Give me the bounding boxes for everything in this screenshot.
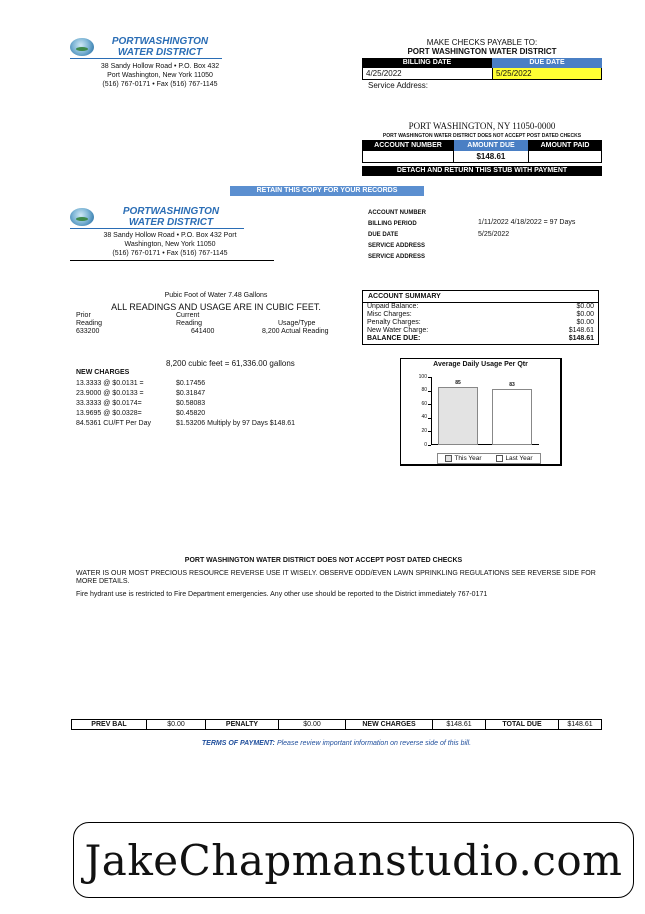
- charge-amount: $0.45820: [176, 410, 206, 417]
- summary-row: [367, 319, 594, 327]
- stub-service-address-label: Service Address:: [368, 81, 429, 90]
- chart-bar: [438, 387, 478, 445]
- totals-table: [71, 719, 602, 730]
- charge-row: [76, 379, 346, 389]
- chart-title: Average Daily Usage Per Qtr: [433, 361, 528, 368]
- chart-ytick-label: 0: [424, 441, 427, 448]
- due-date-header: DUE DATE: [492, 58, 602, 68]
- billing-date-value: 4/25/2022: [366, 69, 402, 78]
- notice-hydrant: Fire hydrant use is restricted to Fire Department emergencies. Any other use should be reported to the District immediately 767-0171: [76, 591, 488, 598]
- penalty-value: $0.00: [279, 720, 346, 730]
- account-amount-table: [362, 140, 602, 163]
- retain-banner: RETAIN THIS COPY FOR YOUR RECORDS: [230, 186, 424, 196]
- summary-row-label: New Water Charge:: [367, 327, 429, 334]
- charge-amount: $0.31847: [176, 390, 206, 397]
- chart-ytick-label: 40: [421, 414, 427, 421]
- chart-legend: [437, 453, 541, 464]
- gallons-text: 8,200 cubic feet = 61,336.00 gallons: [166, 359, 295, 368]
- usage-chart: [400, 358, 562, 466]
- mid-address: [70, 231, 270, 258]
- chart-bar-label: 85: [455, 380, 461, 387]
- new-charges-title: NEW CHARGES: [76, 369, 130, 376]
- account-number-label: ACCOUNT NUMBER: [368, 210, 426, 216]
- total-due-value: $148.61: [559, 720, 602, 730]
- charge-row: [76, 399, 346, 409]
- chart-ytick-label: 80: [421, 387, 427, 394]
- summary-row: [367, 311, 594, 319]
- detach-banner: DETACH AND RETURN THIS STUB WITH PAYMENT: [362, 166, 602, 176]
- phone-line: (516) 767-0171 • Fax (516) 767-1145: [102, 81, 218, 88]
- billing-date-header: BILLING DATE: [362, 58, 492, 68]
- total-due-label: TOTAL DUE: [486, 720, 559, 730]
- summary-row-label: Unpaid Balance:: [367, 303, 419, 310]
- chart-bar: [492, 389, 532, 445]
- address-line: 38 Sandy Hollow Road • P.O. Box 432: [100, 63, 220, 70]
- watermark-banner: [73, 822, 634, 898]
- watermark-text: JakeChapmanstudio.com: [84, 836, 623, 885]
- chart-y-axis: [411, 373, 429, 448]
- terms-of-payment: [71, 740, 602, 747]
- charge-amount: $1.53206 Multiply by 97 Days $148.61: [176, 420, 296, 427]
- charge-amount: $0.17456: [176, 380, 206, 387]
- charge-calc: 13.3333 @ $0.0131 =: [76, 380, 144, 387]
- prev-bal-value: $0.00: [147, 720, 206, 730]
- legend-last-year-swatch: [496, 455, 503, 462]
- chart-ytick-label: 60: [421, 400, 427, 407]
- top-address: [62, 62, 258, 89]
- amount-due-header: AMOUNT DUE: [454, 140, 528, 151]
- account-summary: [362, 290, 599, 345]
- service-address-label: SERVICE ADDRESS: [368, 243, 426, 249]
- summary-row-value: $0.00: [576, 319, 594, 326]
- new-charges-label: NEW CHARGES: [346, 720, 433, 730]
- billing-period-label: BILLING PERIOD: [368, 221, 417, 227]
- logo-underline: [70, 228, 244, 229]
- summary-row-value: $0.00: [576, 303, 594, 310]
- readings-block: [76, 312, 346, 336]
- logo-underline: [70, 58, 222, 59]
- summary-row: [367, 303, 594, 311]
- current-value: 641400: [191, 328, 215, 335]
- summary-title: ACCOUNT SUMMARY: [363, 291, 598, 303]
- balance-due-label: BALANCE DUE:: [367, 335, 421, 342]
- charge-calc: 33.3333 @ $0.0174=: [76, 400, 142, 407]
- usage-value: 8,200 Actual Reading: [262, 328, 329, 335]
- mid-address-rule: [70, 260, 274, 261]
- terms-label: TERMS OF PAYMENT:: [201, 740, 275, 747]
- chart-ytick-label: 100: [418, 373, 427, 380]
- summary-row: [367, 327, 594, 335]
- district-name-line1: PORTWASHINGTON: [122, 206, 220, 217]
- chart-plot-area: [431, 377, 539, 445]
- mid-logo-row: [70, 206, 244, 228]
- charge-calc: 84.5361 CU/FT Per Day: [76, 420, 151, 427]
- balance-due-row: [363, 335, 598, 343]
- balance-due-value: $148.61: [568, 335, 594, 342]
- charge-row: [76, 419, 346, 429]
- stub-no-postdated: PORT WASHINGTON WATER DISTRICT DOES NOT ACCEPT POST DATED CHECKS: [382, 133, 582, 139]
- prev-bal-label: PREV BAL: [72, 720, 147, 730]
- service-address-label: SERVICE ADDRESS: [368, 254, 426, 260]
- amount-paid-header: AMOUNT PAID: [528, 140, 602, 151]
- chart-ytick-label: 20: [421, 427, 427, 434]
- terms-text: Please review important information on reverse side of this bill.: [275, 740, 472, 747]
- phone-line: (516) 767-0171 • Fax (516) 767-1145: [112, 250, 228, 257]
- district-name-line2: WATER DISTRICT: [128, 217, 214, 228]
- chart-bar-label: 83: [509, 381, 515, 388]
- legend-this-year-label: This Year: [454, 455, 482, 462]
- account-number-header: ACCOUNT NUMBER: [362, 140, 454, 151]
- prior-value: 633200: [76, 328, 100, 335]
- legend-this-year-swatch: [445, 455, 452, 462]
- globe-logo-icon: [70, 208, 94, 226]
- charge-row: [76, 409, 346, 419]
- billing-due-table: [362, 58, 602, 80]
- address-line: 38 Sandy Hollow Road • P.O. Box 432 Port: [103, 232, 237, 239]
- summary-row-label: Misc Charges:: [367, 311, 412, 318]
- summary-row-label: Penalty Charges:: [367, 319, 421, 326]
- legend-last-year-label: Last Year: [505, 455, 533, 462]
- logo-row: [70, 36, 222, 58]
- notice-no-postdated: PORT WASHINGTON WATER DISTRICT DOES NOT ACCEPT POST DATED CHECKS: [184, 557, 463, 564]
- mail-city: PORT WASHINGTON, NY 11050-0000: [408, 121, 556, 131]
- due-date-value: 5/25/2022: [492, 68, 601, 79]
- charge-calc: 13.9695 @ $0.0328=: [76, 410, 142, 417]
- prior-reading-label: Reading: [76, 320, 103, 327]
- usage-type-label: Usage/Type: [278, 320, 316, 327]
- summary-row-value: $148.61: [568, 327, 594, 334]
- account-number-cell: [363, 151, 453, 162]
- summary-rows: [363, 303, 598, 335]
- all-readings-text: ALL READINGS AND USAGE ARE IN CUBIC FEET.: [111, 302, 321, 312]
- city-line: Washington, New York 11050: [124, 241, 216, 248]
- current-reading-label: Reading: [176, 320, 203, 327]
- amount-due-value: $148.61: [453, 151, 528, 162]
- charge-amount: $0.58083: [176, 400, 206, 407]
- new-charges-value: $148.61: [433, 720, 486, 730]
- charge-calc: 23.9000 @ $0.0133 =: [76, 390, 144, 397]
- top-logo: [70, 36, 222, 59]
- billing-period-value: 1/11/2022 4/18/2022 = 97 Days: [478, 219, 576, 226]
- district-name-line1: PORTWASHINGTON: [111, 36, 209, 47]
- penalty-label: PENALTY: [206, 720, 279, 730]
- current-label: Current: [176, 312, 200, 319]
- district-name-line2: WATER DISTRICT: [117, 47, 203, 58]
- new-charges-rows: [76, 379, 346, 429]
- summary-row-value: $0.00: [576, 311, 594, 318]
- legend-this-year: [445, 455, 481, 462]
- mid-logo: [70, 206, 244, 229]
- payable-to-name: PORT WASHINGTON WATER DISTRICT: [407, 47, 557, 56]
- globe-logo-icon: [70, 38, 94, 56]
- account-info-labels: [368, 208, 426, 263]
- notice-precious: WATER IS OUR MOST PRECIOUS RESOURCE REVERSE USE IT WISELY. OBSERVE ODD/EVEN LAWN SPRINKLING REGULATIONS SEE REVERSE SIDE FOR MORE DETAILS.: [76, 570, 596, 585]
- prior-label: Prior: [76, 312, 91, 319]
- legend-last-year: [496, 455, 532, 462]
- chart-ytick-mark: [428, 445, 431, 446]
- city-line: Port Washington, New York 11050: [107, 72, 213, 79]
- due-date-label: DUE DATE: [368, 232, 399, 238]
- payable-to-label: MAKE CHECKS PAYABLE TO:: [426, 38, 538, 47]
- charge-row: [76, 389, 346, 399]
- amount-paid-cell[interactable]: [529, 151, 601, 162]
- pubic-foot-text: Pubic Foot of Water 7.48 Gallons: [164, 292, 268, 299]
- due-date-value: 5/25/2022: [478, 231, 510, 238]
